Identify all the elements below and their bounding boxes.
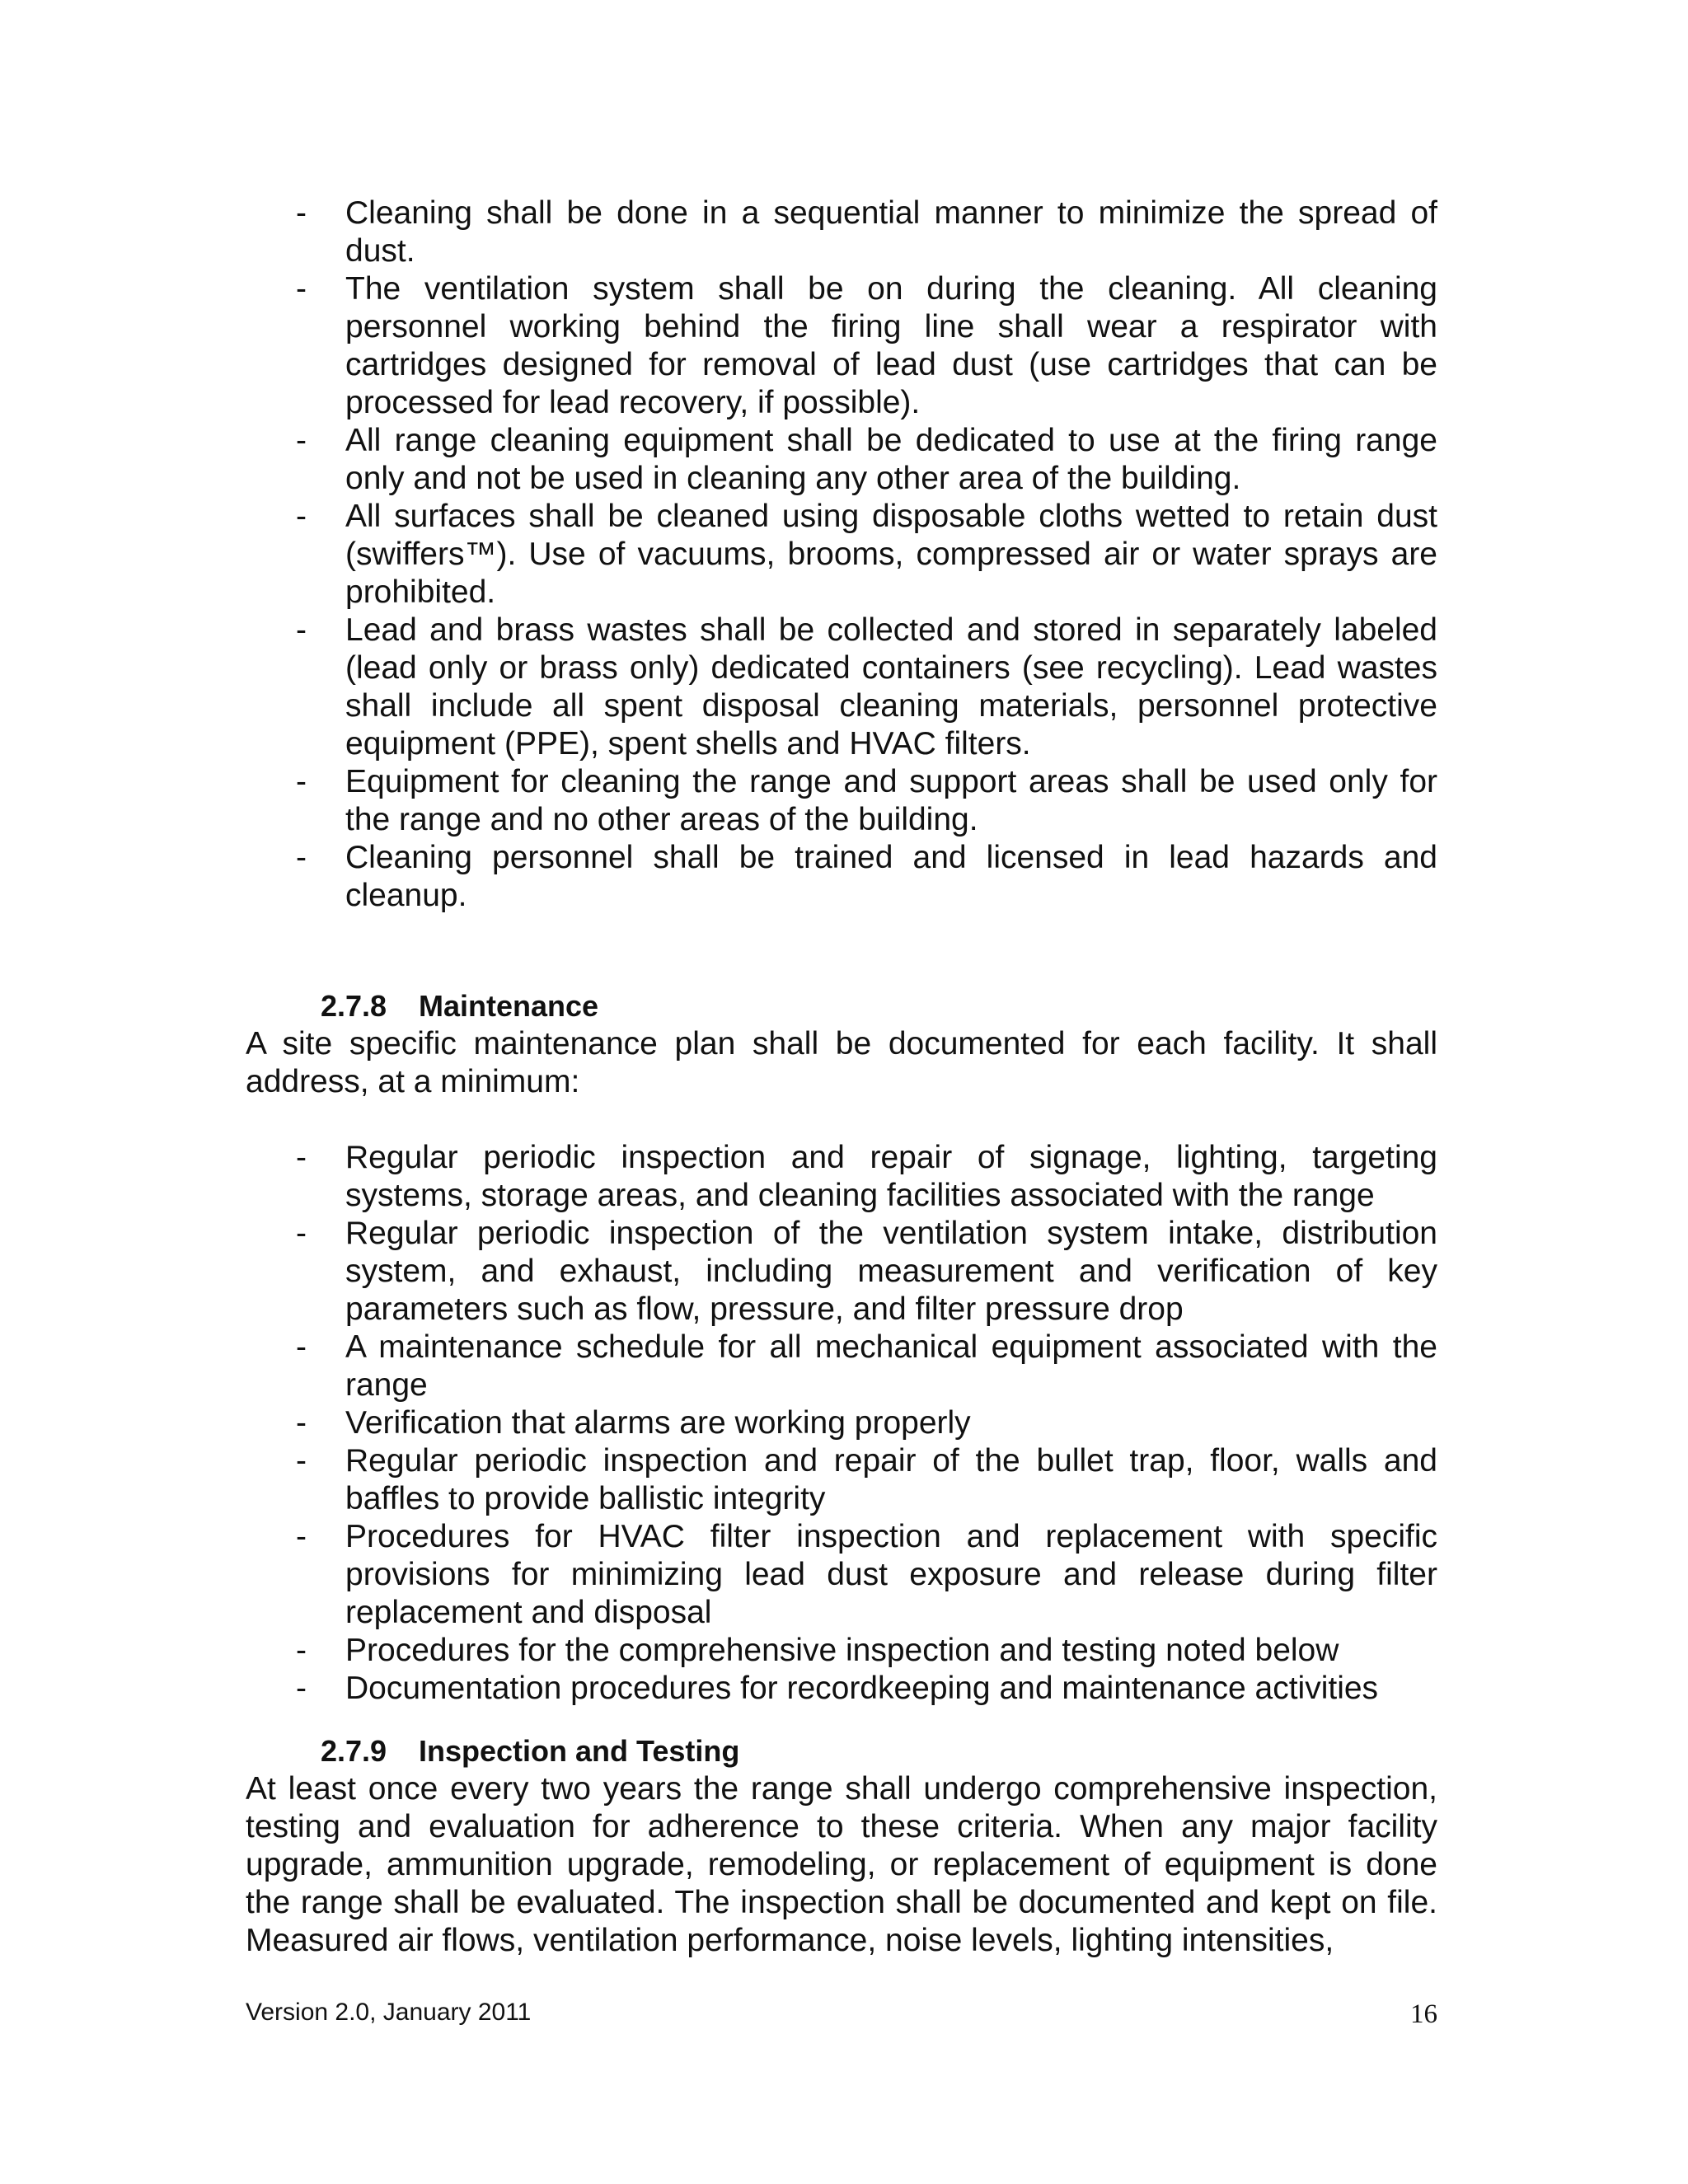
list-item-text: All range cleaning equipment shall be dedicated to use at the firing range only and not be used in cleaning any other area of the building. [345, 423, 1437, 496]
section-heading-maintenance [246, 987, 1437, 1025]
bullet-dash: - [296, 840, 307, 875]
list-item-text: Equipment for cleaning the range and support areas shall be used only for the range and no other areas of the building. [345, 764, 1437, 837]
list-item [246, 612, 1437, 763]
bullet-dash: - [296, 612, 307, 648]
spacer [246, 1708, 1437, 1732]
section-title: Inspection and Testing [419, 1734, 740, 1768]
section-heading-inspection-testing [246, 1732, 1437, 1770]
cleaning-list [246, 194, 1437, 915]
list-item-text: Documentation procedures for recordkeeping and maintenance activities [345, 1671, 1379, 1706]
list-item [246, 194, 1437, 270]
spacer [246, 1101, 1437, 1139]
maintenance-list [246, 1139, 1437, 1708]
list-item-text: All surfaces shall be cleaned using disposable cloths wetted to retain dust (swiffers™). Use of vacuums, brooms, compressed air or water sprays are prohibited. [345, 499, 1437, 610]
list-item [246, 270, 1437, 422]
list-item [246, 839, 1437, 915]
list-item-text: Cleaning shall be done in a sequential manner to minimize the spread of dust. [345, 195, 1437, 269]
bullet-dash: - [296, 1216, 307, 1251]
list-item-text: Regular periodic inspection of the ventilation system intake, distribution system, and exhaust, including measurement and verification of key parameters such as flow, pressure, and filter pressure drop [345, 1216, 1437, 1327]
bullet-dash: - [296, 1671, 307, 1706]
list-item [246, 763, 1437, 839]
list-item-text: A maintenance schedule for all mechanical equipment associated with the range [345, 1329, 1437, 1403]
list-item-text: Regular periodic inspection and repair of the bullet trap, floor, walls and baffles to provide ballistic integrity [345, 1443, 1437, 1516]
list-item [246, 1215, 1437, 1329]
list-item [246, 1404, 1437, 1442]
section-title: Maintenance [419, 989, 599, 1023]
page-number: 16 [1410, 1999, 1437, 2029]
bullet-dash: - [296, 423, 307, 458]
maintenance-intro: A site specific maintenance plan shall be documented for each facility. It shall address, at a minimum: [246, 1026, 1437, 1099]
list-item [246, 498, 1437, 612]
list-item [246, 1139, 1437, 1215]
list-item [246, 1670, 1437, 1708]
list-item-text: Procedures for the comprehensive inspection and testing noted below [345, 1633, 1339, 1668]
list-item-text: Regular periodic inspection and repair of signage, lighting, targeting systems, storage areas, and cleaning facilities associated with the range [345, 1140, 1437, 1213]
list-item-text: The ventilation system shall be on during the cleaning. All cleaning personnel working behind the firing line shall wear a respirator with cartridges designed for removal of lead dust (use cartridges that can be processed for lead recovery, if possible). [345, 271, 1437, 420]
bullet-dash: - [296, 1329, 307, 1365]
list-item [246, 1442, 1437, 1518]
page-content [246, 194, 1437, 1960]
section-number: 2.7.9 [321, 1734, 387, 1768]
list-item [246, 1518, 1437, 1632]
inspection-paragraph: At least once every two years the range shall undergo comprehensive inspection, testing and evaluation for adherence to these criteria. When any major facility upgrade, ammunition upgrade, remodeling, or replacement of equipment is done the range shall be evaluated. The inspection shall be documented and kept on file. Measured air flows, ventilation performance, noise levels, lighting intensities, [246, 1771, 1437, 1958]
section-number: 2.7.8 [321, 989, 387, 1023]
bullet-dash: - [296, 195, 307, 231]
list-item [246, 1329, 1437, 1404]
bullet-dash: - [296, 271, 307, 307]
bullet-dash: - [296, 499, 307, 534]
list-item-text: Lead and brass wastes shall be collected and stored in separately labeled (lead only or brass only) dedicated containers (see recycling). Lead wastes shall include all spent disposal cleaning materials, personnel protective equipment (PPE), spent shells and HVAC filters. [345, 612, 1437, 762]
bullet-dash: - [296, 764, 307, 799]
bullet-dash: - [296, 1633, 307, 1668]
bullet-dash: - [296, 1443, 307, 1479]
bullet-dash: - [296, 1405, 307, 1441]
list-item-text: Cleaning personnel shall be trained and licensed in lead hazards and cleanup. [345, 840, 1437, 913]
spacer [246, 915, 1437, 987]
bullet-dash: - [296, 1519, 307, 1554]
list-item-text: Verification that alarms are working properly [345, 1405, 971, 1441]
list-item [246, 422, 1437, 498]
footer-version: Version 2.0, January 2011 [246, 1999, 532, 2026]
list-item-text: Procedures for HVAC filter inspection and replacement with specific provisions for minimizing lead dust exposure and release during filter replacement and disposal [345, 1519, 1437, 1630]
bullet-dash: - [296, 1140, 307, 1175]
list-item [246, 1632, 1437, 1670]
